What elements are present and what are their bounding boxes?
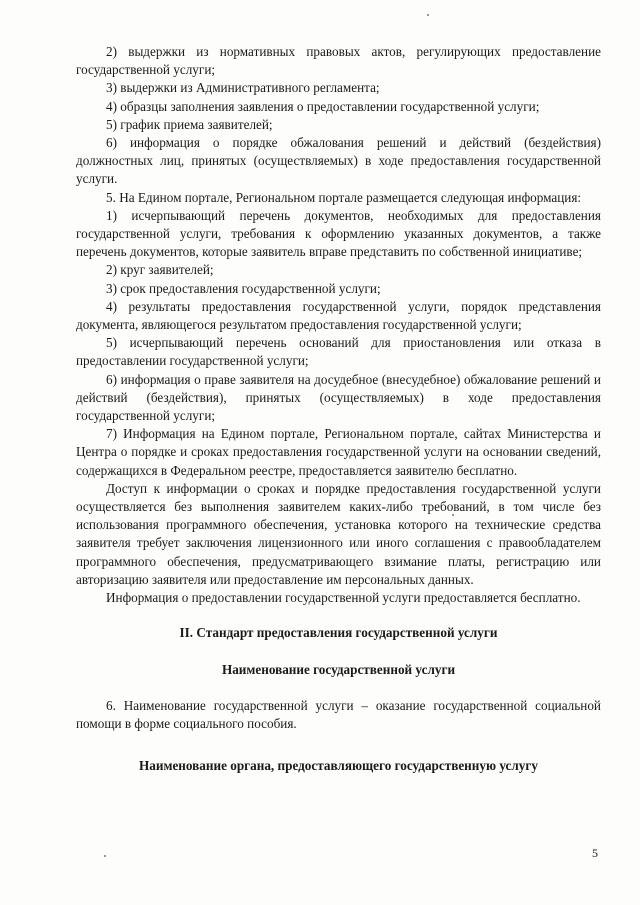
paragraph: 5) исчерпывающий перечень оснований для приостановления или отказа в предоставлении государственной услуги; (76, 335, 601, 369)
paragraph: 2) круг заявителей; (106, 262, 214, 278)
page-number: 5 (592, 846, 598, 860)
subheading-service-name: Наименование государственной услуги (221, 661, 456, 677)
paragraph: 5. На Едином портале, Региональном портале размещается следующая информация: (106, 189, 582, 205)
paragraph: 1) исчерпывающий перечень документов, необходимых для предоставления государственной услуги, требования к оформлению указанных документов, а также перечень документов, которые заявитель вправе представить по собственной инициативе; (76, 207, 601, 260)
paragraph: 3) выдержки из Административного регламента; (106, 80, 380, 96)
scan-speck (427, 14, 429, 16)
paragraph: 3) срок предоставления государственной услуги; (106, 280, 381, 296)
paragraph: Доступ к информации о сроках и порядке предоставления государственной услуги осуществляется без выполнения заявителем каких-либо требований, в том числе без использования программного обеспечения, установка которого на технические средства заявителя требует заключения лицензионного или иного соглашения с правообладателем программного обеспечения, предусматривающего взимание платы, регистрацию или авторизацию заявителя или предоставление им персональных данных. (76, 480, 601, 587)
document-body (76, 43, 601, 775)
scan-speck (452, 514, 454, 516)
paragraph: 4) результаты предоставления государственной услуги, порядок представления документа, являющегося результатом предоставления государственной услуги; (76, 298, 601, 333)
paragraph: 6) информация о порядке обжалования решений и действий (бездействия) должностных лиц, принятых (осуществляемых) в ходе предоставления государственной услуги. (76, 135, 601, 187)
section-heading: II. Стандарт предоставления государственной услуги (179, 625, 498, 641)
paragraph-6: 6. Наименование государственной услуги – оказание государственной социальной помощи в форме социального пособия. (76, 697, 601, 731)
paragraph: 7) Информация на Едином портале, Региональном портале, сайтах Министерства и Центра о порядке и сроках предоставления государственной услуги на основании сведений, содержащихся в Федеральном реестре, предоставляется заявителю бесплатно. (76, 426, 601, 478)
subheading-authority: Наименование органа, предоставляющего государственную услугу (139, 758, 538, 774)
paragraph: 4) образцы заполнения заявления о предоставлении государственной услуги; (106, 98, 540, 114)
paragraph: 2) выдержки из нормативных правовых актов, регулирующих предоставление государственной услуги; (76, 44, 601, 78)
paragraph: 5) график приема заявителей; (106, 116, 273, 132)
scan-speck (104, 855, 106, 857)
paragraph: 6) информация о праве заявителя на досудебное (внесудебное) обжалование решений и действий (бездействия), принятых (осуществляемых) в ходе предоставления государственной услуги; (76, 371, 601, 424)
paragraph: Информация о предоставлении государственной услуги предоставляется бесплатно. (106, 590, 581, 606)
